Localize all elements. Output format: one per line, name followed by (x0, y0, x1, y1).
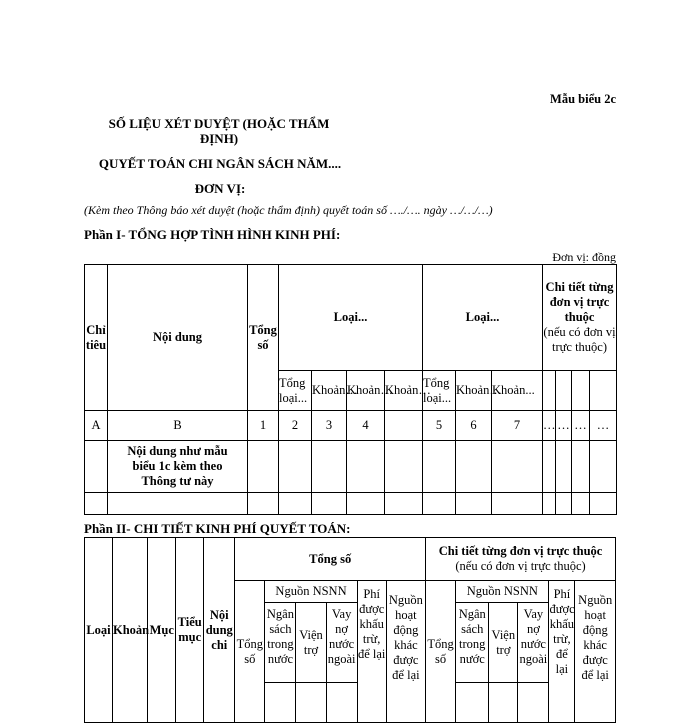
header-muc: Mục (148, 538, 176, 723)
header-tong-so: Tổng số (248, 265, 279, 411)
header-tong-loai-b: Tổng loại... (423, 371, 456, 411)
header-noi-dung: Nội dung (108, 265, 248, 411)
index-cell: 4 (347, 411, 385, 441)
header-khoan: Khoản (112, 538, 147, 723)
header-khoan-b1: Khoản… (456, 371, 492, 411)
header-nguon-nsnn-2: Nguồn NSNN (456, 581, 549, 603)
header-khoan-1: Khoản… (312, 371, 347, 411)
header-ngan-sach-1: Ngân sách trong nước (265, 603, 296, 683)
empty-cell (385, 493, 423, 515)
index-cell (385, 411, 423, 441)
empty-cell (556, 371, 572, 411)
index-cell: … (556, 411, 572, 441)
empty-cell (543, 493, 556, 515)
header-phi-2: Phí được khấu trừ, để lại (549, 581, 575, 723)
index-cell: B (108, 411, 248, 441)
empty-cell (518, 683, 549, 723)
empty-cell (312, 493, 347, 515)
empty-cell (572, 441, 590, 493)
header-noi-dung-chi: Nội dung chi (204, 538, 235, 723)
empty-cell (492, 493, 543, 515)
empty-cell (423, 441, 456, 493)
chi-tiet-note: (nếu có đơn vị trực thuộc) (543, 325, 616, 354)
empty-cell (543, 441, 556, 493)
attachment-note: (Kèm theo Thông báo xét duyệt (hoặc thẩm định) quyết toán số …./…. ngày …/…/…) (84, 203, 493, 217)
part2-table (84, 537, 616, 723)
content-row-text: Nội dung như mẫu biểu 1c kèm theo Thông tư này (108, 441, 248, 493)
header-tong-so-1: Tổng số (235, 581, 265, 723)
header-chi-tiet-p2 (426, 538, 616, 581)
header-phi-1: Phí được khấu trừ, để lại (357, 581, 386, 723)
header-nguon-hd-2: Nguồn hoạt động khác được để lại (575, 581, 616, 723)
index-cell: A (85, 411, 108, 441)
header-vay-no-1: Vay nợ nước ngoài (326, 603, 357, 683)
header-chi-tiet (543, 265, 617, 371)
empty-cell (456, 683, 489, 723)
header-chi-tieu: Chỉ tiêu (85, 265, 108, 411)
header-vien-tro-1: Viện trợ (296, 603, 326, 683)
empty-cell (590, 371, 617, 411)
header-vien-tro-2: Viện trợ (489, 603, 518, 683)
empty-cell (326, 683, 357, 723)
header-vay-no-2: Vay nợ nước ngoài (518, 603, 549, 683)
empty-cell (590, 493, 617, 515)
empty-cell (556, 493, 572, 515)
empty-cell (556, 441, 572, 493)
empty-cell (347, 441, 385, 493)
currency-unit: Đơn vị: đồng (552, 250, 616, 264)
empty-cell (265, 683, 296, 723)
header-nguon-hd-1: Nguồn hoạt động khác được để lại (386, 581, 425, 723)
empty-cell (248, 441, 279, 493)
index-cell: 6 (456, 411, 492, 441)
form-code: Mẫu biểu 2c (550, 92, 616, 106)
empty-cell (85, 441, 108, 493)
index-cell: … (590, 411, 617, 441)
title-line-1: SỐ LIỆU XÉT DUYỆT (HOẶC THẨM (108, 116, 330, 131)
empty-cell (85, 493, 108, 515)
empty-cell (347, 493, 385, 515)
index-cell: 3 (312, 411, 347, 441)
part1-heading: Phần I- TỔNG HỢP TÌNH HÌNH KINH PHÍ: (84, 227, 341, 242)
header-tieu-muc: Tiểu mục (176, 538, 204, 723)
document-title (84, 116, 354, 146)
header-khoan-b2: Khoản... (492, 371, 543, 411)
empty-cell (296, 683, 326, 723)
header-tong-so-2: Tổng số (426, 581, 456, 723)
empty-cell (572, 371, 590, 411)
empty-cell (279, 441, 312, 493)
header-loai-b: Loại... (423, 265, 543, 371)
chi-tiet-note-p2: (nếu có đơn vị trực thuộc) (455, 559, 586, 573)
empty-cell (385, 441, 423, 493)
unit-label: ĐƠN VỊ: (194, 181, 246, 196)
index-cell: 5 (423, 411, 456, 441)
index-cell: 7 (492, 411, 543, 441)
title-line-3: QUYẾT TOÁN CHI NGÂN SÁCH NĂM.... (98, 156, 342, 171)
index-cell: … (572, 411, 590, 441)
empty-cell (423, 493, 456, 515)
header-loai: Loại (85, 538, 113, 723)
empty-cell (248, 493, 279, 515)
index-cell: 2 (279, 411, 312, 441)
part1-table (84, 264, 617, 515)
header-loai-a: Loại... (279, 265, 423, 371)
empty-cell (572, 493, 590, 515)
empty-cell (456, 493, 492, 515)
header-ngan-sach-2: Ngân sách trong nước (456, 603, 489, 683)
index-cell: 1 (248, 411, 279, 441)
header-nguon-nsnn-1: Nguồn NSNN (265, 581, 357, 603)
empty-cell (489, 683, 518, 723)
title-line-2: ĐỊNH) (199, 131, 239, 146)
empty-cell (456, 441, 492, 493)
empty-cell (108, 493, 248, 515)
header-tong-loai: Tổng loại... (279, 371, 312, 411)
empty-cell (279, 493, 312, 515)
empty-cell (543, 371, 556, 411)
header-khoan-3: Khoản… (385, 371, 423, 411)
chi-tiet-bold-p2: Chi tiết từng đơn vị trực thuộc (438, 544, 603, 558)
empty-cell (312, 441, 347, 493)
empty-cell (590, 441, 617, 493)
empty-cell (492, 441, 543, 493)
part2-heading: Phần II- CHI TIẾT KINH PHÍ QUYẾT TOÁN: (84, 521, 351, 536)
header-khoan-2: Khoản… (347, 371, 385, 411)
index-cell: … (543, 411, 556, 441)
header-tong-so-group: Tổng số (235, 538, 426, 581)
chi-tiet-bold: Chi tiết từng đơn vị trực thuộc (545, 280, 614, 324)
